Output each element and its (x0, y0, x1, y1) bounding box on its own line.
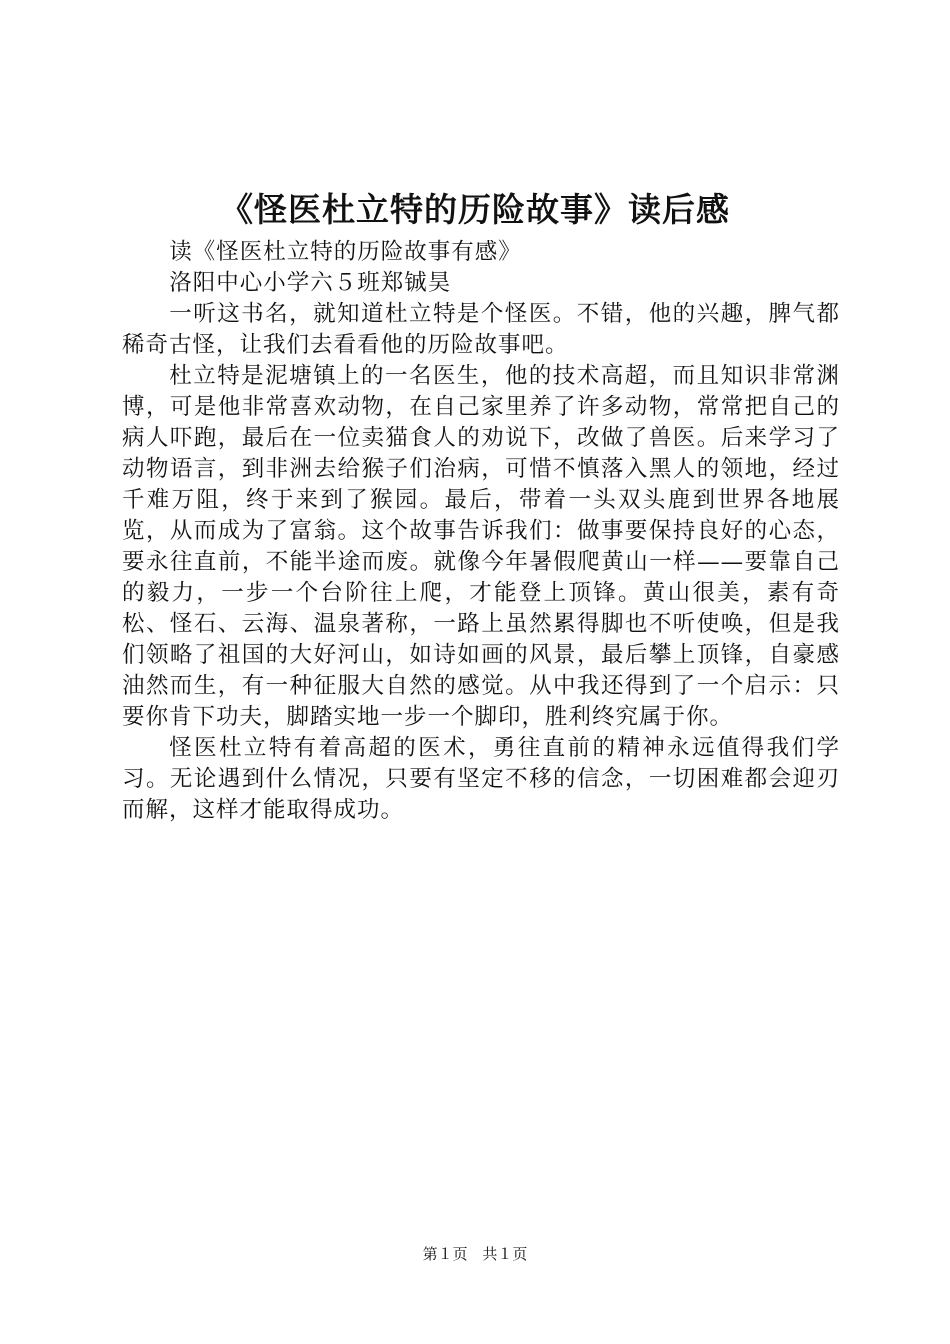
page-number: 第１页 (422, 1245, 468, 1263)
paragraph: 杜立特是泥塘镇上的一名医生，他的技术高超，而且知识非常渊博，可是他非常喜欢动物，在自己家里养了许多动物，常常把自己的病人吓跑，最后在一位卖猫食人的劝说下，改做了兽医。后来学习了动物语言，到非洲去给猴子们治病，可惜不慎落入黑人的领地，经过千难万阻，终于来到了猴园。最后，带着一头双头鹿到世界各地展览，从而成为了富翁。这个故事告诉我们：做事要保持良好的心态，要永往直前，不能半途而废。就像今年暑假爬黄山一样——要靠自己的毅力，一步一个台阶往上爬，才能登上顶锋。黄山很美，素有奇松、怪石、云海、温泉著称，一路上虽然累得脚也不听使唤，但是我们领略了祖国的大好河山，如诗如画的风景，最后攀上顶锋，自豪感油然而生，有一种征服大自然的感觉。从中我还得到了一个启示：只要你肯下功夫，脚踏实地一步一个脚印，胜利终究属于你。 (122, 363, 840, 730)
subtitle-line: 读《怪医杜立特的历险故事有感》 (169, 239, 522, 265)
page-total: 共１页 (482, 1245, 528, 1263)
author-line: 洛阳中心小学六５班郑铖昊 (169, 270, 452, 296)
paragraph: 怪医杜立特有着高超的医术，勇往直前的精神永远值得我们学习。无论遇到什么情况，只要有坚定不移的信念，一切困难都会迎刃而解，这样才能取得成功。 (122, 735, 840, 823)
document-body (122, 237, 840, 826)
document-title: 《怪医杜立特的历险故事》读后感 (220, 190, 730, 229)
page-footer (0, 1243, 950, 1265)
paragraph: 一听这书名，就知道杜立特是个怪医。不错，他的兴趣，脾气都稀奇古怪，让我们去看看他的历险故事吧。 (122, 301, 840, 358)
